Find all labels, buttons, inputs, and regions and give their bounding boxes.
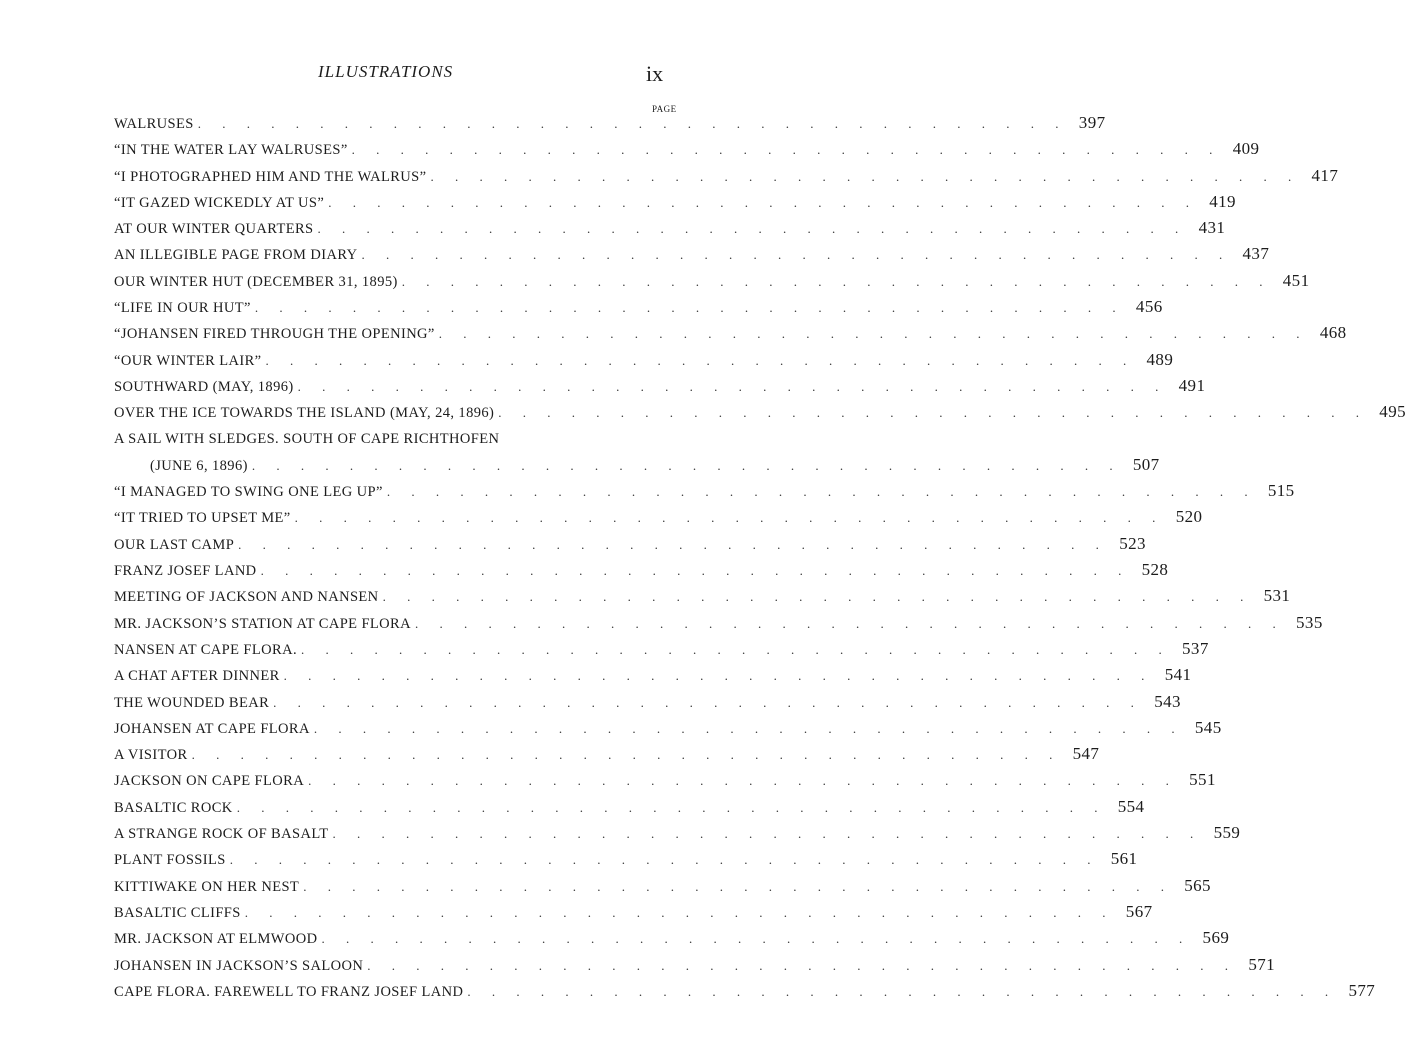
- illustrations-list: [114, 110, 1406, 1004]
- dot-leader: . . . . . . . . . . . . . . . . . . . . . . . . . . . . . . . . . . . .: [367, 957, 1238, 973]
- list-item: [114, 689, 1181, 715]
- entry-page-number: 577: [1348, 980, 1376, 1000]
- dot-leader: . . . . . . . . . . . . . . . . . . . . . . . . . . . . . . . . . . . .: [498, 405, 1368, 421]
- entry-page-number: 561: [1110, 849, 1138, 869]
- entry-title: JOHANSEN IN JACKSON’S SALOON: [114, 957, 364, 974]
- entry-title: BASALTIC ROCK: [114, 799, 233, 816]
- entry-title: “JOHANSEN FIRED THROUGH THE OPENING”: [114, 326, 435, 343]
- list-item: [114, 820, 1241, 846]
- list-item: [114, 531, 1146, 557]
- dot-leader: . . . . . . . . . . . . . . . . . . . . . . . . . . . . . . . . . . . .: [191, 747, 1062, 763]
- dot-leader: . . . . . . . . . . . . . . . . . . . . . . . . . . . . . . . . . . . .: [265, 352, 1136, 368]
- entry-title: THE WOUNDED BEAR: [114, 694, 270, 711]
- list-item: [114, 715, 1222, 741]
- list-item: [114, 610, 1323, 636]
- entry-page-number: 491: [1178, 375, 1206, 395]
- entry-title: FRANZ JOSEF LAND: [114, 563, 257, 580]
- dot-leader: . . . . . . . . . . . . . . . . . . . . . . . . . . . . . . . . . . . .: [321, 931, 1192, 947]
- entry-page-number: 417: [1311, 165, 1339, 185]
- list-item: [114, 268, 1310, 294]
- list-item: [114, 846, 1138, 872]
- page-column-label: PAGE: [652, 104, 677, 114]
- entry-page-number: 507: [1132, 454, 1160, 474]
- list-item: [114, 583, 1291, 609]
- dot-leader: . . . . . . . . . . . . . . . . . . . . . . . . . . . . . . . . . . . .: [317, 221, 1188, 237]
- dot-leader: . . . . . . . . . . . . . . . . . . . . . . . . . . . . . . . . . . . .: [300, 641, 1171, 657]
- entry-title: KITTIWAKE ON HER NEST: [114, 878, 300, 895]
- entry-title: MR. JACKSON’S STATION AT CAPE FLORA: [114, 615, 411, 632]
- entry-title: OUR WINTER HUT (DECEMBER 31, 1895): [114, 273, 398, 290]
- entry-title: OVER THE ICE TOWARDS THE ISLAND (MAY, 24, 1896): [114, 405, 495, 422]
- entry-title: “LIFE IN OUR HUT”: [114, 300, 251, 317]
- entry-page-number: 547: [1072, 744, 1100, 764]
- entry-title: MR. JACKSON AT ELMWOOD: [114, 931, 318, 948]
- dot-leader: . . . . . . . . . . . . . . . . . . . . . . . . . . . . . . . . . . . .: [467, 983, 1338, 999]
- entry-title: PLANT FOSSILS: [114, 852, 226, 869]
- entry-title: MEETING OF JACKSON AND NANSEN: [114, 589, 379, 606]
- dot-leader: . . . . . . . . . . . . . . . . . . . . . . . . . . . . . . . . . . . .: [294, 510, 1165, 526]
- list-item: [114, 978, 1376, 1004]
- dot-leader: . . . . . . . . . . . . . . . . . . . . . . . . . . . . . . . . . . . .: [430, 168, 1301, 184]
- entry-page-number: 451: [1282, 270, 1310, 290]
- entry-title: AT OUR WINTER QUARTERS: [114, 221, 314, 238]
- entry-title: A STRANGE ROCK OF BASALT: [114, 826, 329, 843]
- entry-page-number: 545: [1194, 717, 1222, 737]
- list-item: [114, 373, 1206, 399]
- entry-title: “I PHOTOGRAPHED HIM AND THE WALRUS”: [114, 168, 427, 185]
- dot-leader: . . . . . . . . . . . . . . . . . . . . . . . . . . . . . . . . . . . .: [308, 773, 1178, 789]
- dot-leader: . . . . . . . . . . . . . . . . . . . . . . . . . . . . . . . . . . . .: [332, 826, 1203, 842]
- list-item: [114, 741, 1100, 767]
- entry-page-number: 531: [1263, 586, 1291, 606]
- entry-title: (JUNE 6, 1896): [150, 457, 248, 474]
- dot-leader: . . . . . . . . . . . . . . . . . . . . . . . . . . . . . . . . . . . .: [401, 273, 1272, 289]
- dot-leader: . . . . . . . . . . . . . . . . . . . . . . . . . . . . . . . . . . . .: [283, 668, 1154, 684]
- entry-title: OUR LAST CAMP: [114, 536, 235, 553]
- list-item: [114, 294, 1163, 320]
- dot-leader: . . . . . . . . . . . . . . . . . . . . . . . . . . . . . . . . . . . .: [438, 326, 1309, 342]
- entry-page-number: 397: [1078, 113, 1106, 132]
- list-item: [114, 426, 686, 452]
- list-item: [114, 399, 1406, 425]
- dot-leader: . . . . . . . . . . . . . . . . . . . . . . . . . . . . . . . . . . . .: [386, 484, 1257, 500]
- dot-leader: . . . . . . . . . . . . . . . . . . . . . . . . . . . . . . . . . . . .: [251, 457, 1122, 473]
- entry-title: “IT TRIED TO UPSET ME”: [114, 510, 291, 527]
- dot-leader: . . . . . . . . . . . . . . . . . . . . . . . . . . . . . . . . . . . .: [238, 536, 1108, 552]
- list-item: [114, 241, 1270, 267]
- dot-leader: . . . . . . . . . . . . . . . . . . . . . . . . . . . . . . . . . . . .: [313, 720, 1184, 736]
- list-item: [114, 478, 1295, 504]
- list-item: [114, 557, 1169, 583]
- list-item: [114, 320, 1347, 346]
- list-item: [114, 189, 1236, 215]
- entry-title: BASALTIC CLIFFS: [114, 904, 241, 921]
- list-item: [114, 925, 1230, 951]
- dot-leader: . . . . . . . . . . . . . . . . . . . . . . . . . . . . . . . . . . . .: [254, 300, 1125, 316]
- dot-leader: . . . . . . . . . . . . . . . . . . . . . . . . . . . . . . . . . . . .: [236, 799, 1107, 815]
- list-item: [114, 504, 1203, 530]
- dot-leader: . . . . . . . . . . . . . . . . . . . . . . . . . . . . . . . . . . . .: [328, 194, 1198, 210]
- entry-title: “IN THE WATER LAY WALRUSES”: [114, 142, 348, 159]
- entry-page-number: 523: [1119, 533, 1146, 553]
- entry-page-number: 431: [1198, 218, 1226, 238]
- list-item: [114, 662, 1192, 688]
- dot-leader: . . . . . . . . . . . . . . . . . . . . . . . . . . . . . . . . . . . .: [351, 142, 1222, 158]
- list-item: [114, 636, 1209, 662]
- entry-page-number: 559: [1213, 823, 1241, 843]
- entry-page-number: 569: [1202, 928, 1230, 948]
- entry-page-number: 515: [1267, 481, 1295, 501]
- entry-page-number: 409: [1232, 139, 1260, 159]
- entry-title: JOHANSEN AT CAPE FLORA: [114, 720, 310, 737]
- dot-leader: . . . . . . . . . . . . . . . . . . . . . . . . . . . . . . . . . . . .: [297, 378, 1168, 394]
- dot-leader: . . . . . . . . . . . . . . . . . . . . . . . . . . . . . . . . . . . .: [273, 694, 1143, 710]
- entry-page-number: 437: [1242, 244, 1270, 264]
- entry-title: AN ILLEGIBLE PAGE FROM DIARY: [114, 247, 358, 264]
- entry-page-number: 489: [1146, 349, 1174, 369]
- running-head: [0, 62, 800, 86]
- entry-title: SOUTHWARD (MAY, 1896): [114, 378, 294, 395]
- list-item: [114, 110, 1106, 136]
- entry-title: “I MANAGED TO SWING ONE LEG UP”: [114, 484, 383, 501]
- entry-page-number: 535: [1296, 612, 1323, 632]
- dot-leader: . . . . . . . . . . . . . . . . . . . . . . . . . . . . . . . . . . . .: [414, 615, 1285, 631]
- list-item: [114, 452, 1160, 478]
- entry-page-number: 528: [1141, 560, 1169, 580]
- entry-title: WALRUSES: [114, 116, 194, 132]
- list-item: [114, 136, 1260, 162]
- list-item: [114, 952, 1276, 978]
- entry-page-number: 543: [1154, 691, 1181, 711]
- dot-leader: . . . . . . . . . . . . . . . . . . . . . . . . . . . . . . . . . . . .: [229, 852, 1100, 868]
- list-item: [114, 899, 1153, 925]
- entry-page-number: 520: [1175, 507, 1203, 527]
- page-title: ILLUSTRATIONS: [318, 62, 454, 81]
- dot-leader: . . . . . . . . . . . . . . . . . . . . . . . . . . . . . . . . . . . .: [361, 247, 1232, 263]
- list-item: [114, 163, 1339, 189]
- list-item: [114, 347, 1174, 373]
- entry-page-number: 565: [1184, 875, 1211, 895]
- page-number: ix: [646, 61, 664, 86]
- entry-title: “IT GAZED WICKEDLY AT US”: [114, 194, 325, 211]
- list-item: [114, 873, 1211, 899]
- entry-page-number: 468: [1319, 323, 1347, 343]
- entry-page-number: 419: [1209, 191, 1236, 211]
- dot-leader: . . . . . . . . . . . . . . . . . . . . . . . . . . . . . . . . . . . .: [244, 904, 1115, 920]
- entry-title: CAPE FLORA. FAREWELL TO FRANZ JOSEF LAND: [114, 983, 464, 1000]
- list-item: [114, 767, 1216, 793]
- dot-leader: . . . . . . . . . . . . . . . . . . . . . . . . . . . . . . . . . . . .: [260, 563, 1131, 579]
- entry-title: A CHAT AFTER DINNER: [114, 668, 280, 685]
- entry-title: JACKSON ON CAPE FLORA: [114, 773, 305, 790]
- list-item: [114, 215, 1226, 241]
- list-item: [114, 794, 1145, 820]
- entry-page-number: 495: [1379, 402, 1406, 422]
- entry-title: “OUR WINTER LAIR”: [114, 352, 262, 369]
- entry-page-number: 571: [1248, 954, 1276, 974]
- dot-leader: . . . . . . . . . . . . . . . . . . . . . . . . . . . . . . . . . . . .: [303, 878, 1173, 894]
- entry-title: A VISITOR: [114, 747, 188, 764]
- entry-title: A SAIL WITH SLEDGES. SOUTH OF CAPE RICHTHOFEN: [114, 430, 500, 447]
- entry-page-number: 456: [1135, 297, 1163, 317]
- entry-page-number: 551: [1189, 770, 1216, 790]
- dot-leader: . . . . . . . . . . . . . . . . . . . . . . . . . . . . . . . . . . . .: [197, 116, 1068, 131]
- entry-page-number: 567: [1125, 901, 1153, 921]
- dot-leader: . . . . . . . . . . . . . . . . . . . . . . . . . . . . . . . . . . . .: [382, 589, 1253, 605]
- entry-page-number: 537: [1182, 638, 1209, 658]
- entry-page-number: 541: [1164, 665, 1192, 685]
- entry-page-number: 554: [1117, 796, 1145, 816]
- entry-title: NANSEN AT CAPE FLORA.: [114, 641, 297, 658]
